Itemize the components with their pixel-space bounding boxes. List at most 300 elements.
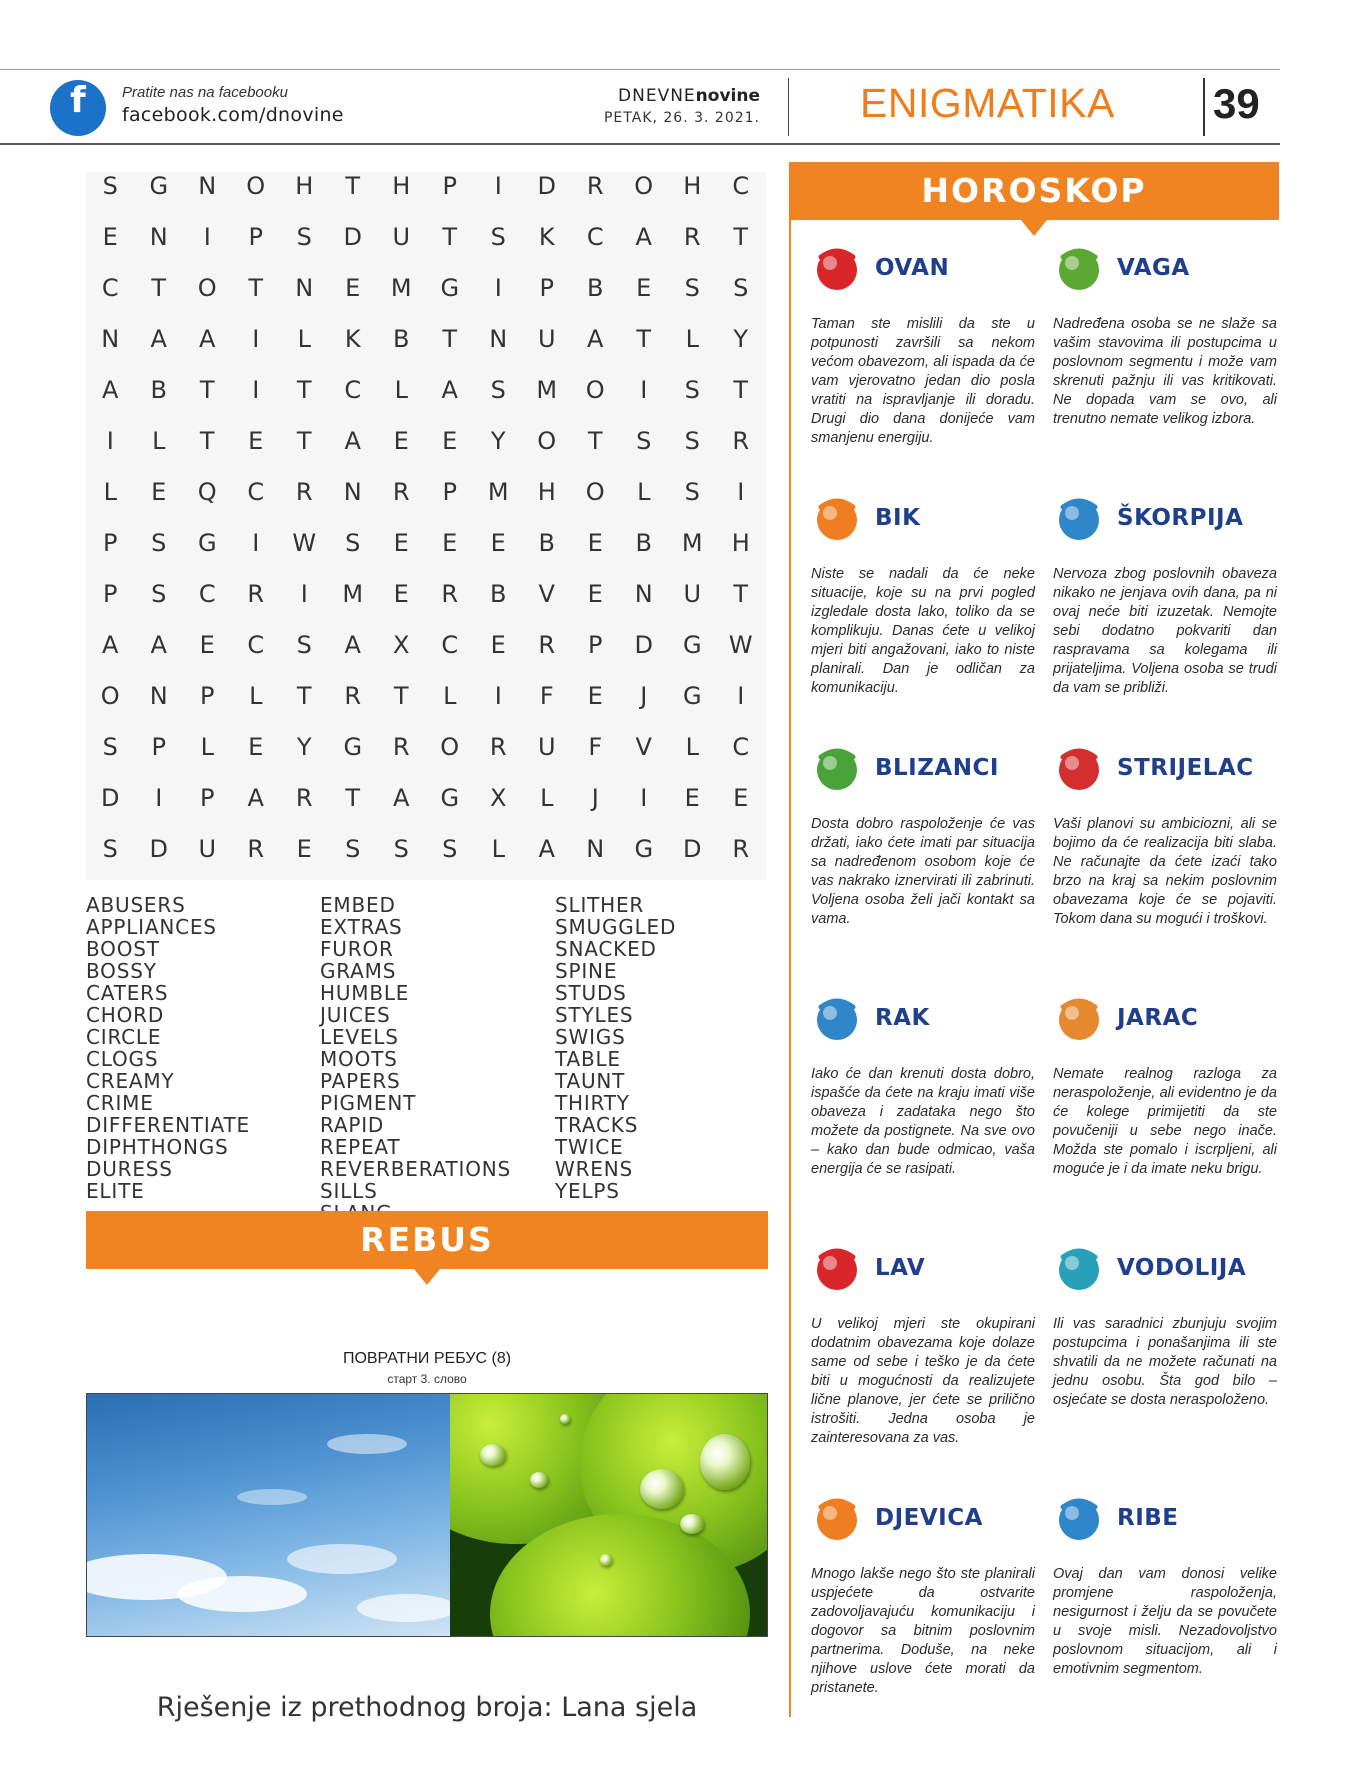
header-divider	[788, 78, 789, 136]
grid-letter: P	[200, 784, 215, 812]
grid-letter: S	[684, 274, 700, 302]
grid-row	[86, 427, 766, 478]
grid-letter: O	[537, 427, 557, 455]
grid-letter: S	[733, 274, 749, 302]
grid-letter: N	[149, 682, 168, 710]
word-item: LEVELS	[320, 1025, 399, 1049]
grid-letter: S	[102, 733, 118, 761]
grid-row	[86, 631, 766, 682]
grid-letter: G	[682, 631, 702, 659]
grid-letter: E	[733, 784, 749, 812]
sign-name: DJEVICA	[875, 1505, 983, 1531]
sign-name: RIBE	[1117, 1505, 1179, 1531]
grid-letter: Y	[490, 427, 506, 455]
grid-letter: E	[102, 223, 118, 251]
grid-letter: I	[155, 784, 163, 812]
previous-solution: Rješenje iz prethodnog broja: Lana sjela	[156, 1692, 698, 1723]
grid-letter: T	[442, 223, 458, 251]
word-item: DURESS	[86, 1157, 173, 1181]
grid-letter: A	[150, 325, 167, 353]
facebook-prompt: Pratite nas na facebooku	[122, 84, 288, 101]
grid-letter: N	[634, 580, 653, 608]
sign-header	[1053, 1243, 1277, 1293]
grid-letter: H	[295, 172, 314, 200]
grid-letter: Y	[296, 733, 312, 761]
grid-letter: B	[635, 529, 652, 557]
grid-row	[86, 478, 766, 529]
grid-letter: L	[297, 325, 311, 353]
grid-letter: L	[637, 478, 651, 506]
grid-letter: S	[684, 376, 700, 404]
grid-letter: G	[440, 784, 460, 812]
libra-icon	[1053, 243, 1109, 293]
word-item: CLOGS	[86, 1047, 159, 1071]
grid-letter: A	[344, 631, 361, 659]
grid-letter: L	[152, 427, 166, 455]
grid-letter: C	[344, 376, 362, 404]
pisces-icon	[1053, 1493, 1109, 1543]
grid-letter: N	[489, 325, 508, 353]
grid-letter: R	[489, 733, 507, 761]
grid-letter: S	[345, 529, 361, 557]
sign-text: U velikoj mjeri ste okupirani dodatnim obavezama koje dolaze same od sebe i teško je da ćete biti u mogućnosti da realizujete lične planove, jer ćete se prilično istrošiti. Jedna osoba je zainteresovana za vas.	[811, 1316, 1035, 1446]
grid-letter: B	[150, 376, 167, 404]
word-item: SILLS	[320, 1179, 378, 1203]
grid-letter: I	[203, 223, 211, 251]
sign-header	[811, 493, 1035, 543]
grid-letter: I	[737, 478, 745, 506]
grid-letter: J	[591, 784, 599, 812]
grid-letter: H	[731, 529, 750, 557]
grid-letter: T	[248, 274, 264, 302]
grid-letter: O	[585, 478, 605, 506]
grid-letter: P	[588, 631, 603, 659]
grid-letter: L	[394, 376, 408, 404]
grid-letter: O	[100, 682, 120, 710]
word-item: REPEAT	[320, 1135, 401, 1159]
grid-letter: R	[344, 682, 362, 710]
horoscope-border	[789, 205, 791, 1717]
grid-letter: S	[296, 631, 312, 659]
sign-header	[1053, 743, 1277, 793]
grid-letter: P	[442, 172, 457, 200]
grid-letter: S	[151, 529, 167, 557]
word-item: PAPERS	[320, 1069, 401, 1093]
grid-letter: X	[393, 631, 410, 659]
grid-letter: R	[392, 733, 410, 761]
grid-letter: C	[586, 223, 604, 251]
grid-letter: S	[102, 172, 118, 200]
sign-name: BLIZANCI	[875, 755, 999, 781]
grid-letter: C	[732, 733, 750, 761]
grid-letter: L	[540, 784, 554, 812]
sign-name: JARAC	[1117, 1005, 1199, 1031]
grid-letter: K	[344, 325, 361, 353]
grid-letter: Q	[197, 478, 217, 506]
facebook-icon[interactable]: f	[50, 80, 106, 136]
grid-letter: M	[390, 274, 412, 302]
word-item: SLITHER	[555, 893, 645, 917]
grid-letter: E	[442, 529, 458, 557]
grid-row	[86, 274, 766, 325]
aquarius-icon	[1053, 1243, 1109, 1293]
word-item: WRENS	[555, 1157, 633, 1181]
grid-letter: A	[344, 427, 361, 455]
grid-letter: O	[440, 733, 460, 761]
grid-letter: E	[393, 529, 409, 557]
grid-letter: P	[103, 580, 118, 608]
rebus-banner-pointer	[414, 1269, 440, 1285]
grid-letter: C	[247, 478, 265, 506]
word-item: SPINE	[555, 959, 618, 983]
grid-letter: A	[102, 631, 119, 659]
grid-letter: I	[252, 325, 260, 353]
grid-letter: R	[247, 580, 265, 608]
grid-letter: S	[636, 427, 652, 455]
word-item: TABLE	[555, 1047, 621, 1071]
grid-letter: N	[343, 478, 362, 506]
word-item: FUROR	[320, 937, 394, 961]
grid-letter: S	[684, 427, 700, 455]
rebus-title: ПОВРАТНИ РЕБУС (8)	[342, 1350, 512, 1367]
grid-letter: I	[494, 172, 502, 200]
newspaper-brand	[560, 86, 760, 106]
grid-letter: W	[728, 631, 753, 659]
grid-letter: B	[587, 274, 604, 302]
grid-row	[86, 682, 766, 733]
grid-letter: R	[683, 223, 701, 251]
grid-letter: T	[199, 427, 215, 455]
cancer-icon	[811, 993, 867, 1043]
word-item: DIFFERENTIATE	[86, 1113, 250, 1137]
grid-letter: C	[441, 631, 459, 659]
grid-letter: E	[684, 784, 700, 812]
word-item: REVERBERATIONS	[320, 1157, 512, 1181]
grid-letter: O	[634, 172, 654, 200]
sign-header	[1053, 243, 1277, 293]
grid-letter: S	[684, 478, 700, 506]
grid-letter: C	[101, 274, 119, 302]
grid-letter: R	[538, 631, 556, 659]
grid-letter: O	[585, 376, 605, 404]
grid-letter: P	[248, 223, 263, 251]
grid-letter: B	[393, 325, 410, 353]
word-item: ABUSERS	[86, 893, 186, 917]
grid-letter: T	[587, 427, 603, 455]
grid-letter: J	[640, 682, 648, 710]
grid-letter: Y	[733, 325, 749, 353]
grid-letter: T	[393, 682, 409, 710]
word-item: STYLES	[555, 1003, 634, 1027]
grid-letter: C	[732, 172, 750, 200]
word-item: APPLIANCES	[86, 915, 217, 939]
sign-header	[811, 1243, 1035, 1293]
rebus-image	[86, 1393, 768, 1637]
grid-letter: R	[247, 835, 265, 863]
grid-letter: H	[683, 172, 702, 200]
sign-header	[1053, 993, 1277, 1043]
grid-letter: E	[587, 529, 603, 557]
word-item: THIRTY	[555, 1091, 630, 1115]
horoscope-banner-pointer	[1021, 220, 1047, 236]
word-item: SNACKED	[555, 937, 657, 961]
grid-letter: L	[249, 682, 263, 710]
grid-letter: T	[151, 274, 167, 302]
wordsearch-grid	[86, 172, 766, 880]
word-item: HUMBLE	[320, 981, 410, 1005]
grid-letter: U	[537, 325, 556, 353]
rebus-subtitle: старт 3. слово	[387, 1372, 467, 1386]
grid-letter: M	[487, 478, 509, 506]
grid-letter: S	[151, 580, 167, 608]
grid-letter: I	[106, 427, 114, 455]
sign-header	[811, 743, 1035, 793]
grid-letter: T	[733, 376, 749, 404]
grid-letter: A	[199, 325, 216, 353]
grid-letter: A	[635, 223, 652, 251]
grid-letter: N	[101, 325, 120, 353]
sagittarius-icon	[1053, 743, 1109, 793]
grid-letter: S	[393, 835, 409, 863]
grid-letter: E	[393, 427, 409, 455]
grid-letter: T	[296, 376, 312, 404]
grid-letter: A	[102, 376, 119, 404]
word-item: EXTRAS	[320, 915, 403, 939]
word-list-column-3	[555, 893, 785, 1201]
word-item: JUICES	[320, 1003, 391, 1027]
word-item: TAUNT	[555, 1069, 626, 1093]
grid-letter: L	[103, 478, 117, 506]
grid-letter: D	[343, 223, 362, 251]
grid-row	[86, 172, 766, 223]
virgo-icon	[811, 1493, 867, 1543]
word-item: SMUGGLED	[555, 915, 677, 939]
grid-letter: C	[247, 631, 265, 659]
grid-letter: H	[392, 172, 411, 200]
word-item: BOSSY	[86, 959, 157, 983]
sign-name: ŠKORPIJA	[1117, 505, 1244, 531]
word-item: CHORD	[86, 1003, 165, 1027]
word-list-column-1	[86, 893, 316, 1201]
brand-part1: DNEVNE	[618, 86, 696, 106]
grid-letter: P	[200, 682, 215, 710]
grid-letter: L	[200, 733, 214, 761]
grid-letter: U	[683, 580, 702, 608]
grid-letter: B	[490, 580, 507, 608]
grid-letter: S	[345, 835, 361, 863]
grid-letter: M	[681, 529, 703, 557]
grid-letter: L	[491, 835, 505, 863]
word-item: TRACKS	[555, 1113, 639, 1137]
grid-letter: O	[246, 172, 266, 200]
taurus-icon	[811, 493, 867, 543]
word-item: MOOTS	[320, 1047, 398, 1071]
grid-letter: U	[392, 223, 411, 251]
sign-text: Dosta dobro raspoloženje će vas držati, iako ćete imati par situacija sa nadređenom osobom koje će vas nakrako iznervirati ili zabrinuti. Voljena osoba želi jači kontakt sa vama.	[811, 816, 1035, 927]
grid-letter: S	[490, 223, 506, 251]
grid-letter: U	[537, 733, 556, 761]
grid-letter: O	[197, 274, 217, 302]
grid-letter: A	[538, 835, 555, 863]
grid-letter: G	[634, 835, 654, 863]
grid-letter: E	[587, 580, 603, 608]
grid-letter: I	[494, 274, 502, 302]
sign-text: Iako će dan krenuti dosta dobro, ispašće da ćete na kraju imati više obaveza i zadataka nego što možete da postignete. Na sve ovo – kako dan bude odmicao, vaša energija će se rasipati.	[811, 1066, 1035, 1177]
header-rule-top	[0, 69, 1280, 70]
word-item: SWIGS	[555, 1025, 626, 1049]
grid-letter: E	[151, 478, 167, 506]
grid-row	[86, 529, 766, 580]
grid-letter: I	[252, 529, 260, 557]
grid-letter: R	[392, 478, 410, 506]
word-item: CATERS	[86, 981, 169, 1005]
grid-letter: E	[587, 682, 603, 710]
grid-letter: W	[292, 529, 317, 557]
word-item: YELPS	[555, 1179, 620, 1203]
word-item: STUDS	[555, 981, 627, 1005]
grid-row	[86, 784, 766, 835]
capricorn-icon	[1053, 993, 1109, 1043]
sign-header	[1053, 1493, 1277, 1543]
grid-letter: F	[539, 682, 554, 710]
header-rule-bottom	[0, 143, 1280, 145]
sign-name: VAGA	[1117, 255, 1190, 281]
grid-letter: L	[443, 682, 457, 710]
grid-row	[86, 835, 766, 886]
sign-text: Nadređena osoba se ne slaže sa vašim stavovima ili postupcima u poslovnom segmentu i može vam skrenuti pažnju ili vas kritikovati. Ne dopada vam se ovo, ali trenutno nemate velikog izbora.	[1053, 316, 1277, 427]
grid-letter: A	[441, 376, 458, 404]
grid-letter: D	[101, 784, 120, 812]
sign-header	[811, 243, 1035, 293]
grid-letter: A	[150, 631, 167, 659]
grid-letter: G	[197, 529, 217, 557]
grid-letter: I	[300, 580, 308, 608]
sign-text: Ovaj dan vam donosi velike promjene raspoloženja, nesigurnost i želju da se povučete u svoje misli. Nezadovoljstvo poslovnom situacijom, ali i emotivnim segmentom.	[1053, 1566, 1277, 1677]
grid-letter: R	[295, 784, 313, 812]
grid-letter: E	[393, 580, 409, 608]
scorpio-icon	[1053, 493, 1109, 543]
grid-letter: K	[538, 223, 555, 251]
sign-name: BIK	[875, 505, 921, 531]
sign-name: OVAN	[875, 255, 950, 281]
grid-letter: P	[442, 478, 457, 506]
grid-letter: X	[490, 784, 507, 812]
facebook-link[interactable]: facebook.com/dnovine	[122, 104, 344, 126]
grid-letter: N	[586, 835, 605, 863]
grid-letter: E	[248, 427, 264, 455]
word-list-column-2	[320, 893, 550, 1223]
sign-name: STRIJELAC	[1117, 755, 1254, 781]
grid-letter: E	[345, 274, 361, 302]
grid-letter: V	[635, 733, 652, 761]
grid-letter: N	[295, 274, 314, 302]
grid-letter: D	[683, 835, 702, 863]
grid-letter: P	[103, 529, 118, 557]
grid-letter: S	[490, 376, 506, 404]
word-item: DIPHTHONGS	[86, 1135, 229, 1159]
word-item: CRIME	[86, 1091, 154, 1115]
grid-letter: T	[733, 580, 749, 608]
grid-row	[86, 376, 766, 427]
word-item: TWICE	[555, 1135, 624, 1159]
grid-letter: D	[634, 631, 653, 659]
header-divider-page	[1203, 78, 1205, 136]
grid-letter: A	[247, 784, 264, 812]
leo-icon	[811, 1243, 867, 1293]
grid-row	[86, 325, 766, 376]
grid-letter: F	[588, 733, 603, 761]
grid-letter: P	[151, 733, 166, 761]
grid-letter: V	[538, 580, 555, 608]
grid-letter: E	[248, 733, 264, 761]
grid-letter: T	[296, 427, 312, 455]
grid-letter: G	[682, 682, 702, 710]
grid-letter: T	[345, 172, 361, 200]
word-item: CIRCLE	[86, 1025, 162, 1049]
grid-letter: M	[342, 580, 364, 608]
sign-name: VODOLIJA	[1117, 1255, 1247, 1281]
grid-letter: R	[441, 580, 459, 608]
grid-letter: M	[536, 376, 558, 404]
grid-letter: B	[538, 529, 555, 557]
grid-letter: T	[442, 325, 458, 353]
grid-letter: N	[198, 172, 217, 200]
sign-text: Nemate realnog razloga za neraspoloženje, ali evidentno je da će kolege primijetiti da ste povučeniji u sebe nego inače. Možda ste pomalo i iscrpljeni, ali moguće je i da imate neku brigu.	[1053, 1066, 1277, 1177]
grid-letter: D	[149, 835, 168, 863]
grid-letter: G	[149, 172, 169, 200]
grid-letter: A	[587, 325, 604, 353]
word-item: PIGMENT	[320, 1091, 417, 1115]
grid-letter: E	[199, 631, 215, 659]
sign-text: Taman ste mislili da ste u potpunosti završili sa nekom većom obavezom, ali ispada da će vam vjerovatno jedan dio posla vratiti na ispravljanje ili doradu. Drugi dio dana donijeće vam smanjenu energiju.	[811, 316, 1035, 446]
rebus-banner: REBUS	[86, 1211, 768, 1269]
word-item: CREAMY	[86, 1069, 175, 1093]
sign-header	[811, 993, 1035, 1043]
grid-letter: E	[636, 274, 652, 302]
grid-letter: I	[640, 376, 648, 404]
section-title: ENIGMATIKA	[860, 80, 1115, 126]
grid-letter: I	[252, 376, 260, 404]
grid-letter: E	[490, 529, 506, 557]
grid-letter: E	[442, 427, 458, 455]
horoscope-banner: HOROSKOP	[789, 162, 1279, 220]
issue-date: PETAK, 26. 3. 2021.	[603, 110, 760, 126]
grid-letter: G	[440, 274, 460, 302]
grid-letter: C	[198, 580, 216, 608]
grid-letter: S	[102, 835, 118, 863]
sign-text: Ili vas saradnici zbunjuju svojim postupcima i ponašanjima ili ste shvatili da ne možete računati na jednu osobu. Šta god bilo – osjećate se dosta neraspoloženo.	[1053, 1316, 1277, 1408]
grid-letter: G	[343, 733, 363, 761]
grid-letter: T	[199, 376, 215, 404]
sign-name: RAK	[875, 1005, 930, 1031]
aries-icon	[811, 243, 867, 293]
grid-row	[86, 733, 766, 784]
grid-letter: R	[586, 172, 604, 200]
grid-letter: N	[149, 223, 168, 251]
sky-picture	[87, 1394, 450, 1636]
gemini-icon	[811, 743, 867, 793]
grid-letter: I	[737, 682, 745, 710]
grid-letter: L	[685, 325, 699, 353]
clover-leaf-picture	[450, 1394, 768, 1636]
grid-row	[86, 223, 766, 274]
grid-letter: D	[537, 172, 556, 200]
word-item: BOOST	[86, 937, 160, 961]
grid-letter: H	[537, 478, 556, 506]
grid-letter: R	[732, 427, 750, 455]
grid-letter: A	[393, 784, 410, 812]
brand-part2: novine	[695, 86, 760, 106]
